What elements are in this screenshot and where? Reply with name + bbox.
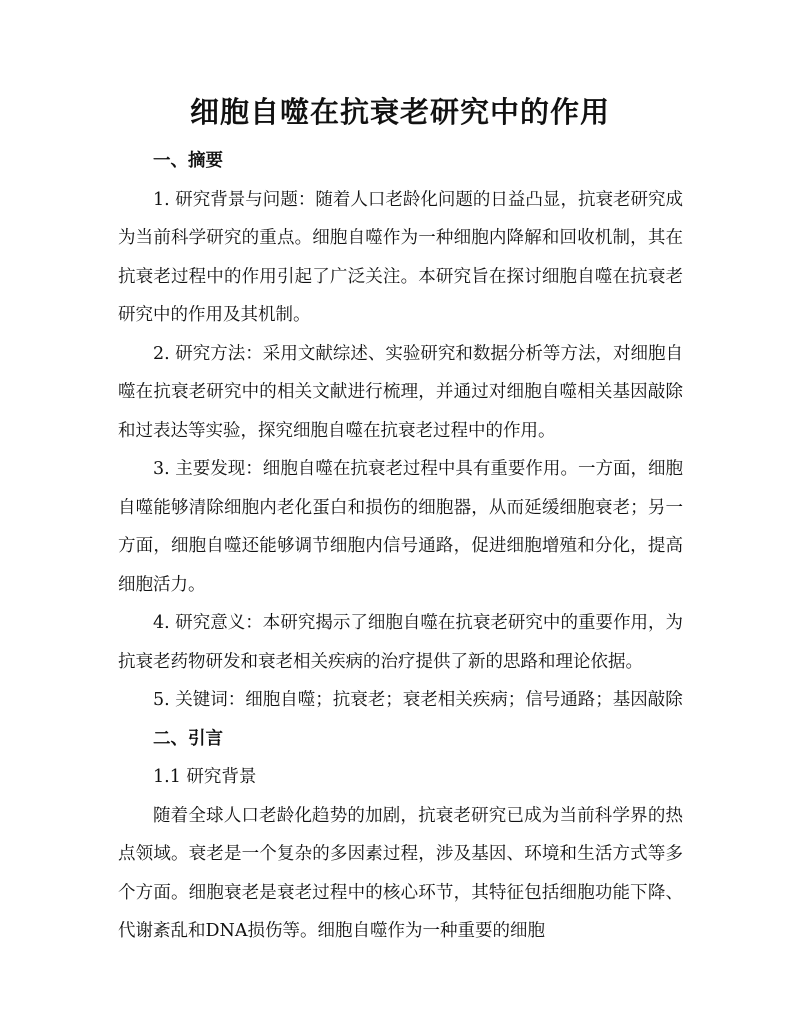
abstract-paragraph-findings: 3. 主要发现：细胞自噬在抗衰老过程中具有重要作用。一方面，细胞自噬能够清除细胞内老化蛋白和损伤的细胞器，从而延缓细胞衰老；另一方面，细胞自噬还能够调节细胞内信号通路，促进细胞增殖和分化，提高细胞活力。 xyxy=(118,459,683,595)
introduction-paragraph: 随着全球人口老龄化趋势的加剧，抗衰老研究已成为当前科学界的热点领域。衰老是一个复杂的多因素过程，涉及基因、环境和生活方式等多个方面。细胞衰老是衰老过程中的核心环节，其特征包括细胞功能下降、代谢紊乱和DNA损伤等。细胞自噬作为一种重要的细胞 xyxy=(118,805,683,941)
abstract-paragraph-keywords: 5. 关键词：细胞自噬；抗衰老；衰老相关疾病；信号通路；基因敲除 xyxy=(153,690,683,710)
abstract-paragraph-background: 1. 研究背景与问题：随着人口老龄化问题的日益凸显，抗衰老研究成为当前科学研究的重点。细胞自噬作为一种细胞内降解和回收机制，其在抗衰老过程中的作用引起了广泛关注。本研究旨在探讨细胞自噬在抗衰老研究中的作用及其机制。 xyxy=(118,189,683,325)
section-heading-abstract: 一、摘要 xyxy=(153,151,223,171)
document-body xyxy=(118,142,683,951)
abstract-paragraph-significance: 4. 研究意义：本研究揭示了细胞自噬在抗衰老研究中的重要作用，为抗衰老药物研发和衰老相关疾病的治疗提供了新的思路和理论依据。 xyxy=(118,613,683,672)
subsection-heading-background: 1.1 研究背景 xyxy=(153,767,257,787)
document-title: 细胞自噬在抗衰老研究中的作用 xyxy=(189,95,610,129)
abstract-paragraph-methods: 2. 研究方法：采用文献综述、实验研究和数据分析等方法，对细胞自噬在抗衰老研究中的相关文献进行梳理，并通过对细胞自噬相关基因敲除和过表达等实验，探究细胞自噬在抗衰老过程中的作用。 xyxy=(118,343,683,441)
section-heading-introduction: 二、引言 xyxy=(153,728,223,749)
